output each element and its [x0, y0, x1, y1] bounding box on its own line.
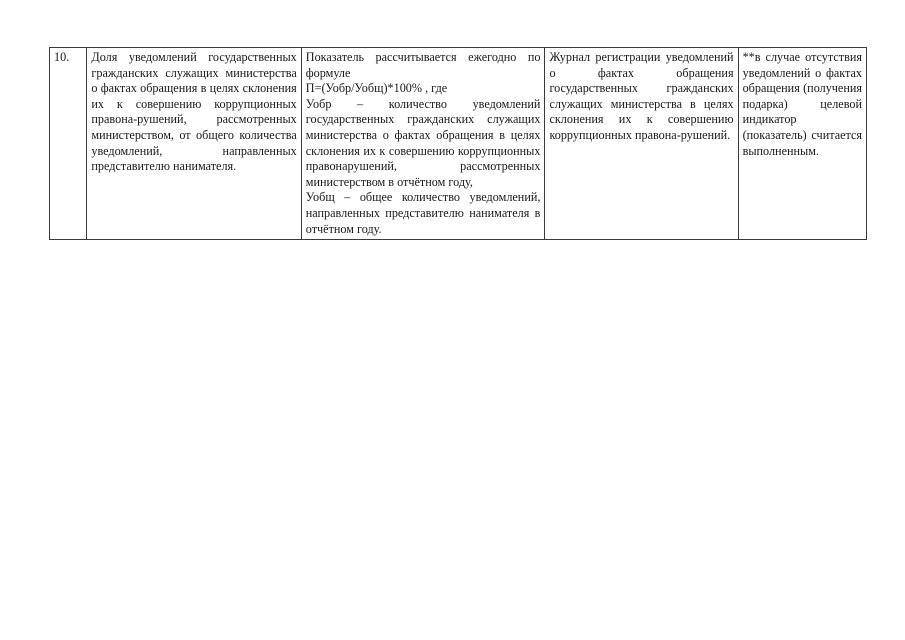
note-text: **в случае отсутствия уведомлений о фактах обращения (получения подарка) целевой индикатор (показатель) считается выполненным. [742, 50, 862, 158]
indicator-table [49, 47, 867, 240]
indicator-name: Доля уведомлений государственных гражданских служащих министерства о фактах обращения в целях склонения их к совершению коррупционных правона-рушений, рассмотренных министерством, от общего количества уведомлений, направленных представителю нанимателя. [91, 50, 297, 174]
table-row [50, 48, 867, 240]
data-source-cell [545, 48, 738, 240]
row-number-cell [50, 48, 87, 240]
data-source: Журнал регистрации уведомлений о фактах обращения государственных гражданских служащих министерства в целях склонения их к совершению коррупционных правона-рушений. [549, 50, 734, 142]
method-definition-obr: Уобр – количество уведомлений государственных гражданских служащих министерства о фактах обращения в целях склонения их к совершению коррупционных правонарушений, рассмотренных министерством в отчётном году, [305, 96, 541, 189]
row-number: 10. [54, 50, 70, 64]
indicator-name-cell [87, 48, 301, 240]
note-cell [738, 48, 866, 240]
calculation-method-cell [301, 48, 545, 240]
method-intro: Показатель рассчитывается ежегодно по формуле [305, 50, 541, 80]
method-definition-obsh: Уобщ – общее количество уведомлений, направленных представителю нанимателя в отчётном году. [305, 190, 541, 236]
method-formula: П=(Уобр/Уобщ)*100% , где [305, 81, 448, 96]
